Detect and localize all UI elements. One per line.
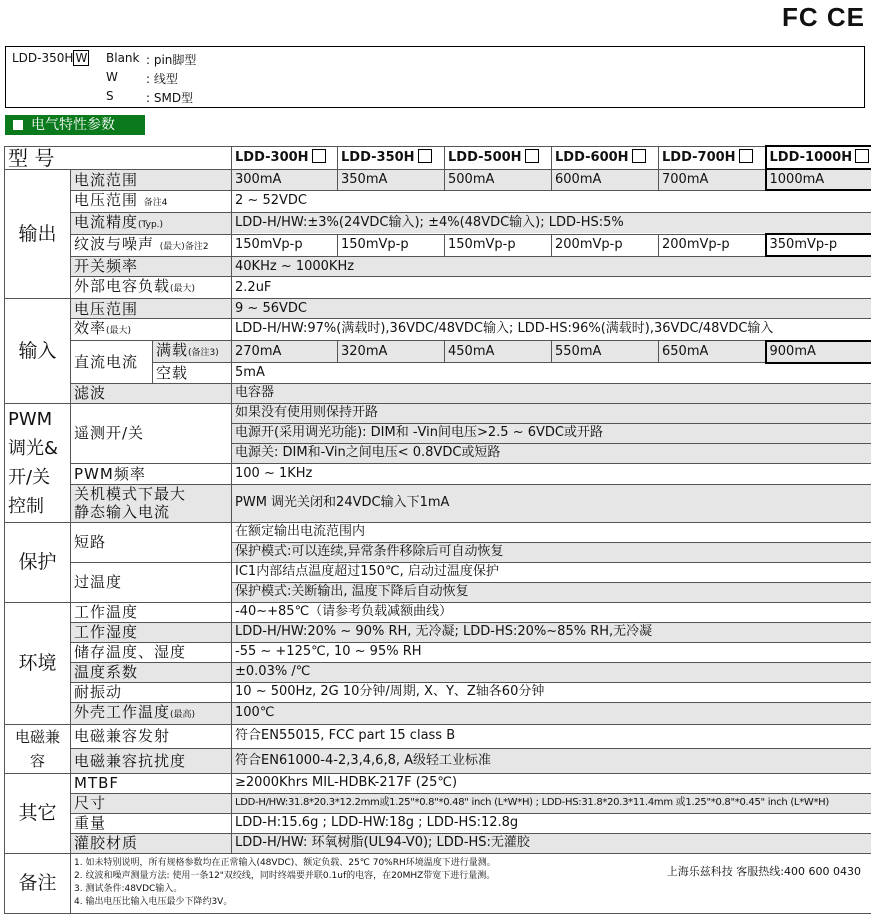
param-text: 电流精度 — [74, 212, 139, 231]
param-note: (Typ.) — [138, 219, 164, 230]
param-text: 电压范围 — [74, 190, 139, 209]
param-label: 温度系数 — [71, 662, 232, 682]
value-cell: ±0.03% /℃ — [232, 662, 871, 682]
param-label — [71, 319, 232, 341]
variant-model-prefix: LDD-350H — [12, 51, 74, 65]
checkbox-icon — [739, 149, 753, 163]
param-note: (最高) — [170, 709, 196, 720]
category-input: 输入 — [5, 299, 71, 404]
category-others: 其它 — [5, 773, 71, 853]
param-label: 电流范围 — [71, 169, 232, 190]
model-cell — [766, 146, 871, 169]
variant-key: W — [106, 70, 118, 84]
value-cell: 保护模式:可以连续,异常条件移除后可自动恢复 — [232, 542, 871, 562]
value-cell: LDD-H/HW:±3%(24VDC输入); ±4%(48VDC输入); LDD-HS:5% — [232, 212, 871, 234]
param-note: (最大) — [106, 326, 132, 336]
value-cell: LDD-H/HW: 环氧树脂(UL94-V0); LDD-HS:无灌胶 — [232, 833, 871, 853]
variant-key: S — [106, 89, 114, 103]
checkbox-icon — [525, 149, 539, 163]
value-cell: 电源关: DIM和-Vin之间电压< 0.8VDC或短路 — [232, 443, 871, 463]
note-line: 1. 如未特别说明，所有规格参数均在正常输入(48VDC)、额定负载、25℃ 70%RH环境温度下进行量测。 — [74, 858, 496, 868]
param-label: PWM频率 — [71, 463, 232, 484]
param-label: MTBF — [71, 773, 232, 793]
value-cell: 9 ~ 56VDC — [232, 299, 871, 319]
value-cell: 200mVp-p — [552, 234, 659, 256]
category-output: 输出 — [5, 169, 71, 299]
param-label: 遥测开/关 — [71, 403, 232, 463]
param-label — [71, 484, 232, 522]
param-text: 外壳工作温度 — [74, 702, 171, 721]
value-cell: 符合EN61000-4-2,3,4,6,8, A级轻工业标准 — [232, 749, 871, 774]
model-name: LDD-1000H — [769, 149, 853, 165]
category-emc: 电磁兼容 — [5, 724, 71, 773]
model-name: LDD-350H — [341, 149, 415, 165]
spec-row — [5, 256, 871, 277]
param-text: 静态输入电流 — [74, 503, 171, 521]
value-cell: LDD-H/HW:20% ~ 90% RH, 无冷凝; LDD-HS:20%~85% RH,无冷凝 — [232, 622, 871, 642]
param-label — [71, 212, 232, 234]
value-cell: -55 ~ +125℃, 10 ~ 95% RH — [232, 642, 871, 662]
spec-row — [5, 662, 871, 682]
spec-row — [5, 484, 871, 522]
value-cell: 电容器 — [232, 383, 871, 403]
param-label: 空载 — [153, 363, 232, 384]
value-cell: LDD-H:15.6g ; LDD-HW:18g ; LDD-HS:12.8g — [232, 813, 871, 833]
value-cell: 900mA — [766, 341, 871, 363]
spec-row — [5, 702, 871, 724]
category-pwm — [5, 403, 71, 522]
value-cell: 150mVp-p — [232, 234, 338, 256]
spec-row — [5, 169, 871, 190]
param-text: 效率 — [74, 319, 107, 337]
param-label: 尺寸 — [71, 793, 232, 813]
param-label: 工作温度 — [71, 602, 232, 622]
model-name: LDD-700H — [662, 149, 736, 165]
checkbox-icon — [855, 149, 869, 163]
param-label — [71, 277, 232, 299]
param-label: 开关频率 — [71, 256, 232, 277]
value-cell: 550mA — [552, 341, 659, 363]
checkbox-icon — [312, 149, 326, 163]
category-line: PWM — [8, 408, 53, 430]
checkbox-icon — [418, 149, 432, 163]
value-cell: IC1内部结点温度超过150℃, 启动过温度保护 — [232, 562, 871, 582]
spec-row — [5, 463, 871, 484]
param-label — [71, 190, 232, 212]
model-name: LDD-600H — [555, 149, 629, 165]
value-cell: 40KHz ~ 1000KHz — [232, 256, 871, 277]
spec-row — [5, 773, 871, 793]
value-cell: 在额定输出电流范围内 — [232, 522, 871, 542]
param-text: 外部电容负载 — [74, 277, 171, 295]
spec-row — [5, 299, 871, 319]
param-label — [71, 234, 232, 256]
value-cell: 100℃ — [232, 702, 871, 724]
variant-value: : pin脚型 — [146, 53, 197, 67]
value-cell: -40~+85℃（请参考负载减额曲线） — [232, 602, 871, 622]
value-cell: 10 ~ 500Hz, 2G 10分钟/周期, X、Y、Z轴各60分钟 — [232, 682, 871, 702]
param-text: 满载 — [156, 341, 189, 359]
param-note: (最大) — [170, 284, 196, 294]
category-line: 控制 — [8, 495, 44, 517]
spec-row — [5, 562, 871, 582]
spec-row — [5, 833, 871, 853]
model-cell — [232, 146, 338, 169]
value-cell: 450mA — [445, 341, 552, 363]
param-note: 备注4 — [143, 197, 168, 208]
value-cell: 1000mA — [766, 169, 871, 190]
value-cell: LDD-H/HW:97%(满载时),36VDC/48VDC输入; LDD-HS:96%(满载时),36VDC/48VDC输入 — [232, 319, 871, 341]
value-cell: 符合EN55015, FCC part 15 class B — [232, 724, 871, 749]
spec-row — [5, 319, 871, 341]
param-label: 储存温度、湿度 — [71, 642, 232, 662]
category-line: 调光& — [8, 437, 59, 459]
variant-legend — [5, 46, 865, 108]
spec-row — [5, 403, 871, 423]
model-header-row — [5, 146, 871, 169]
spec-row — [5, 682, 871, 702]
param-label: 滤波 — [71, 383, 232, 403]
value-cell: 如果没有使用则保持开路 — [232, 403, 871, 423]
value-cell: 200mVp-p — [659, 234, 766, 256]
value-cell: PWM 调光关闭和24VDC输入下1mA — [232, 484, 871, 522]
param-label: 工作湿度 — [71, 622, 232, 642]
value-cell: 150mVp-p — [338, 234, 445, 256]
category-protection: 保护 — [5, 522, 71, 602]
value-cell: 320mA — [338, 341, 445, 363]
value-cell: 150mVp-p — [445, 234, 552, 256]
value-cell: 650mA — [659, 341, 766, 363]
note-line: 4. 输出电压比输入电压最少下降约3V。 — [74, 897, 233, 907]
value-cell: 600mA — [552, 169, 659, 190]
model-name: LDD-500H — [448, 149, 522, 165]
value-cell: 保护模式:关断输出, 温度下降后自动恢复 — [232, 582, 871, 602]
param-label: 重量 — [71, 813, 232, 833]
model-cell — [552, 146, 659, 169]
certification-marks: FC CE — [782, 2, 865, 32]
category-environment: 环境 — [5, 602, 71, 724]
spec-row — [5, 234, 871, 256]
spec-row — [5, 522, 871, 542]
spec-row — [5, 813, 871, 833]
variant-model — [12, 51, 89, 65]
value-cell: 5mA — [232, 363, 871, 384]
variant-key: Blank — [106, 51, 140, 65]
spec-row — [5, 602, 871, 622]
spec-row — [5, 622, 871, 642]
param-label: 耐振动 — [71, 682, 232, 702]
spec-row — [5, 277, 871, 299]
param-text: 纹波与噪声 — [74, 234, 155, 253]
value-cell: ≥2000Khrs MIL-HDBK-217F (25℃) — [232, 773, 871, 793]
notes-cell — [71, 853, 871, 913]
contact-info: 上海乐兹科技 客服热线:400 600 0430 — [666, 865, 861, 878]
note-line: 2. 纹波和噪声测量方法: 使用一条12"双绞线，同时终端要并联0.1uf的电容，在20MHZ带宽下进行量测。 — [74, 871, 496, 881]
value-cell: 2 ~ 52VDC — [232, 190, 871, 212]
param-label: 电磁兼容抗扰度 — [71, 749, 232, 774]
checkbox-icon — [632, 149, 646, 163]
spec-row — [5, 190, 871, 212]
note-line: 3. 测试条件:48VDC输入。 — [74, 884, 183, 894]
model-cell — [445, 146, 552, 169]
param-label: 电磁兼容发射 — [71, 724, 232, 749]
section-title — [5, 115, 145, 135]
variant-value: : SMD型 — [146, 91, 194, 105]
value-cell: 350mVp-p — [766, 234, 871, 256]
param-label: 直流电流 — [71, 341, 153, 384]
spec-table — [4, 145, 871, 914]
value-cell: 700mA — [659, 169, 766, 190]
spec-row — [5, 724, 871, 749]
square-bullet-icon — [13, 120, 23, 130]
spec-row — [5, 642, 871, 662]
spec-row — [5, 341, 871, 363]
model-cell — [338, 146, 445, 169]
value-cell: 500mA — [445, 169, 552, 190]
value-cell: 270mA — [232, 341, 338, 363]
value-cell: 电源开(采用调光功能): DIM和 -Vin间电压>2.5 ~ 6VDC或开路 — [232, 423, 871, 443]
spec-row — [5, 383, 871, 403]
spec-row — [5, 749, 871, 774]
variant-value: : 线型 — [146, 72, 178, 86]
value-cell: LDD-H/HW:31.8*20.3*12.2mm或1.25"*0.8"*0.48" inch (L*W*H) ; LDD-HS:31.8*20.3*11.4mm 或1.25"*0.8"*0.45" inch (L*W*H) — [232, 793, 871, 813]
param-label: 灌胶材质 — [71, 833, 232, 853]
value-cell: 350mA — [338, 169, 445, 190]
param-note: (备注3) — [188, 348, 219, 358]
model-cell — [659, 146, 766, 169]
model-label: 型 号 — [5, 146, 232, 169]
param-label: 短路 — [71, 522, 232, 562]
param-label: 电压范围 — [71, 299, 232, 319]
value-cell: 100 ~ 1KHz — [232, 463, 871, 484]
param-note: (最大)备注2 — [159, 241, 209, 252]
variant-model-suffix: W — [75, 51, 88, 65]
category-line: 开/关 — [8, 466, 51, 488]
section-title-text: 电气特性参数 — [31, 117, 115, 133]
model-name: LDD-300H — [235, 149, 309, 165]
value-cell: 300mA — [232, 169, 338, 190]
param-label: 过温度 — [71, 562, 232, 602]
param-label — [153, 341, 232, 363]
spec-row — [5, 793, 871, 813]
spec-row — [5, 212, 871, 234]
category-notes: 备注 — [5, 853, 71, 913]
param-text: 关机模式下最大 — [74, 485, 187, 503]
value-cell: 2.2uF — [232, 277, 871, 299]
param-label — [71, 702, 232, 724]
notes-row — [5, 853, 871, 913]
